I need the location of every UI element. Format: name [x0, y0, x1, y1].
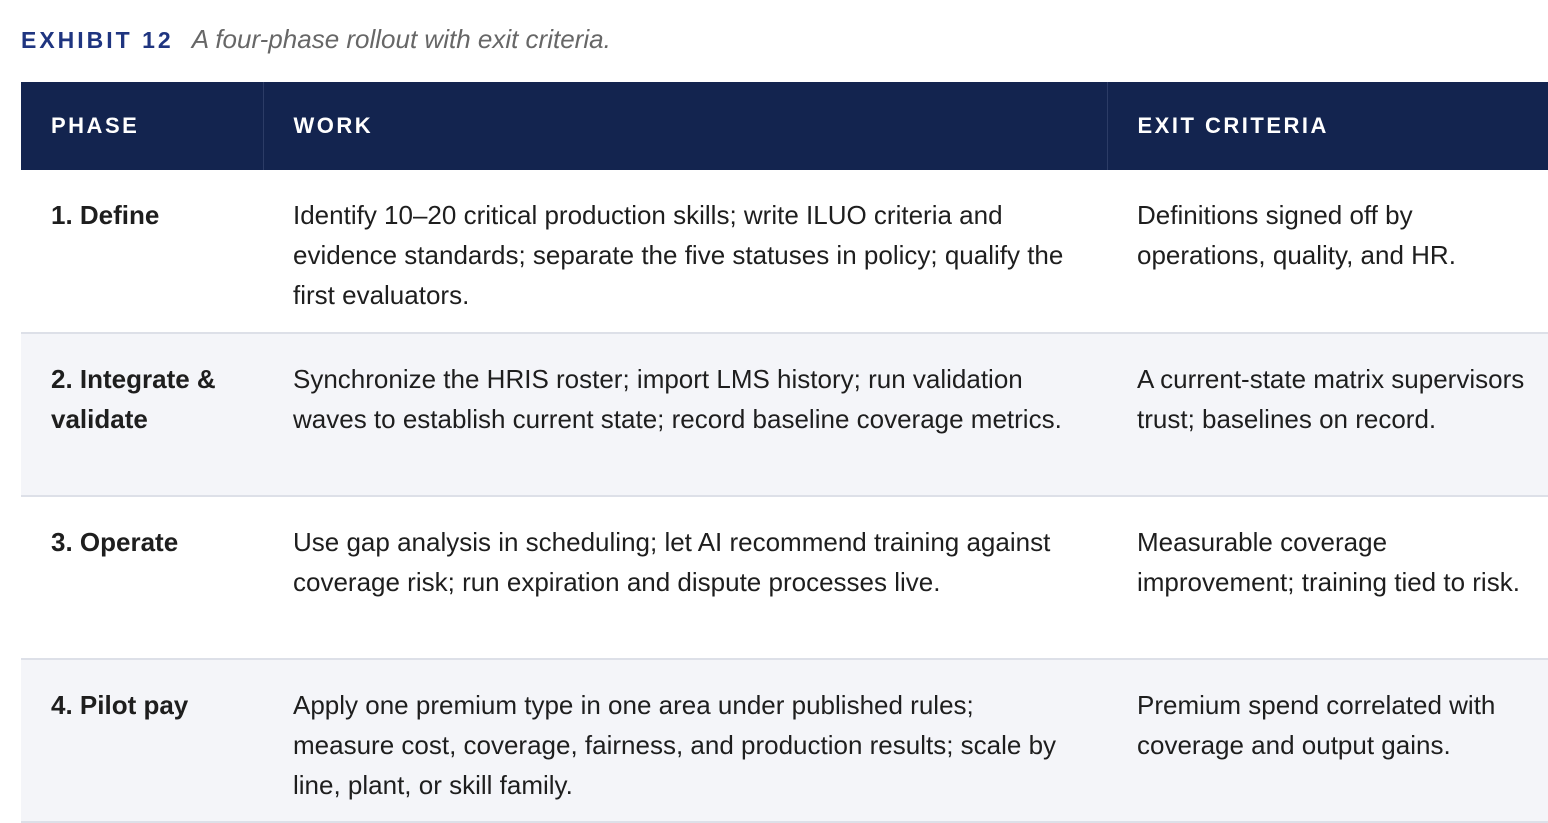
header-work: WORK — [263, 82, 1107, 170]
header-row — [21, 82, 1548, 170]
exit-criteria-cell: Measurable coverage improvement; training tied to risk. — [1137, 527, 1520, 597]
exhibit-heading — [21, 24, 611, 56]
phase-cell: 4. Pilot pay — [51, 690, 189, 720]
header-exit-criteria: EXIT CRITERIA — [1107, 82, 1548, 170]
phase-cell: 2. Integrate & validate — [51, 364, 216, 434]
exhibit-caption: A four-phase rollout with exit criteria. — [191, 24, 611, 54]
work-cell: Identify 10–20 critical production skills; write ILUO criteria and evidence standards; separate the five statuses in policy; qualify the first evaluators. — [293, 200, 1064, 310]
work-cell: Use gap analysis in scheduling; let AI recommend training against coverage risk; run expiration and dispute processes live. — [293, 527, 1051, 597]
table-body — [21, 170, 1548, 822]
exhibit-label: EXHIBIT 12 — [21, 27, 174, 53]
table-row — [21, 170, 1548, 333]
rollout-table — [21, 82, 1548, 823]
work-cell: Synchronize the HRIS roster; import LMS history; run validation waves to establish current state; record baseline coverage metrics. — [293, 364, 1062, 434]
phase-cell: 3. Operate — [51, 527, 179, 557]
exit-criteria-cell: A current-state matrix supervisors trust; baselines on record. — [1137, 364, 1525, 434]
phase-cell: 1. Define — [51, 200, 160, 230]
exit-criteria-cell: Definitions signed off by operations, quality, and HR. — [1137, 200, 1456, 270]
table-header — [21, 82, 1548, 170]
exit-criteria-cell: Premium spend correlated with coverage and output gains. — [1137, 690, 1496, 760]
header-phase: PHASE — [51, 113, 140, 138]
table-row — [21, 333, 1548, 496]
table-row — [21, 659, 1548, 822]
table-row — [21, 496, 1548, 659]
work-cell: Apply one premium type in one area under published rules; measure cost, coverage, fairness, and production results; scale by line, plant, or skill family. — [293, 690, 1057, 800]
